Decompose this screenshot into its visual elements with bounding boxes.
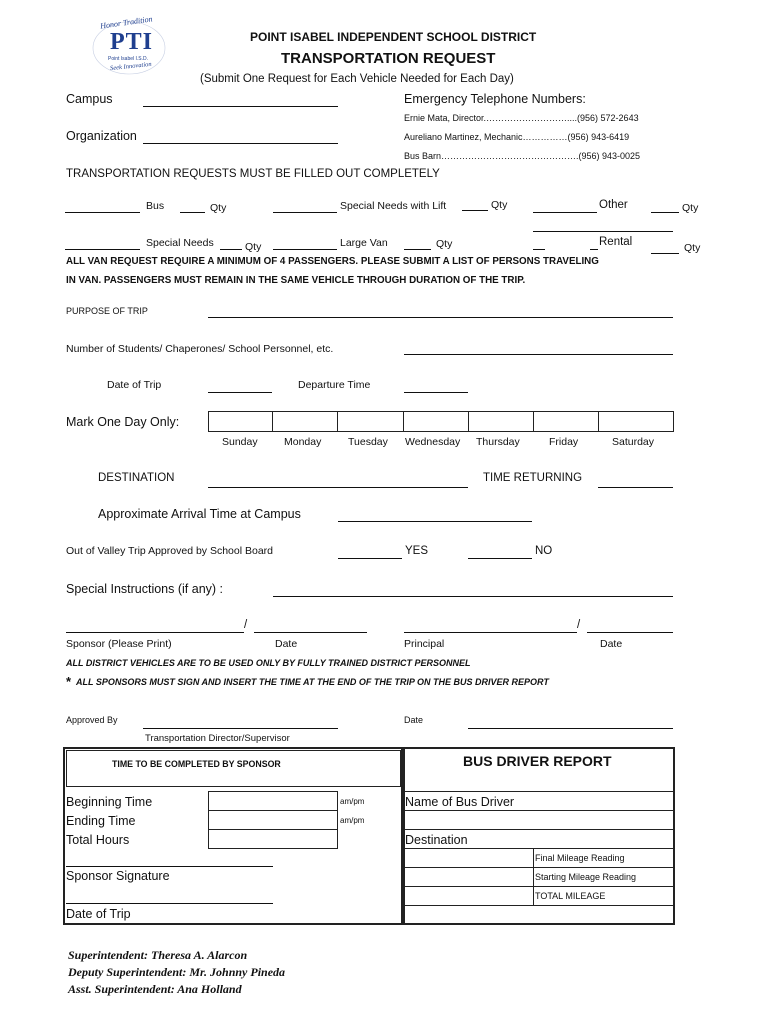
yes-field[interactable] xyxy=(338,558,402,559)
organization-field[interactable] xyxy=(143,143,338,144)
principal-field[interactable] xyxy=(404,632,577,633)
sponsor-date-field[interactable] xyxy=(254,632,367,633)
purpose-field[interactable] xyxy=(208,317,673,318)
total-mileage-field[interactable] xyxy=(403,886,534,906)
footer-deputy: Deputy Superintendent: Mr. Johnny Pineda xyxy=(68,965,286,979)
number-field[interactable] xyxy=(404,354,673,355)
number-label: Number of Students/ Chaperones/ School Personnel, etc. xyxy=(66,343,334,355)
principal-slash: / xyxy=(577,619,581,631)
out-of-valley-label: Out of Valley Trip Approved by School Board xyxy=(66,545,274,557)
bus-driver-title: BUS DRIVER REPORT xyxy=(463,753,612,769)
organization-label: Organization xyxy=(66,129,137,143)
large-van-label: Large Van xyxy=(340,237,388,249)
day-box-monday[interactable] xyxy=(272,411,338,432)
sponsor-signature-field[interactable] xyxy=(66,903,273,904)
van-notice-line2: IN VAN. PASSENGERS MUST REMAIN IN THE SAME VEHICLE THROUGH DURATION OF THE TRIP. xyxy=(66,275,526,286)
form-subtitle: (Submit One Request for Each Vehicle Needed for Each Day) xyxy=(200,73,514,85)
day-box-sunday[interactable] xyxy=(208,411,273,432)
total-hours-label: Total Hours xyxy=(66,833,130,847)
rental-check-b[interactable] xyxy=(590,249,598,250)
day-label-friday: Friday xyxy=(549,436,579,448)
contact-director: Ernie Mata, Director.………………………....(956) 572-2643 xyxy=(404,113,639,123)
principal-date-field[interactable] xyxy=(587,632,673,633)
total-hours-field[interactable] xyxy=(208,829,338,849)
approved-by-label: Approved By xyxy=(66,715,118,725)
day-box-tuesday[interactable] xyxy=(337,411,404,432)
rental-check-a[interactable] xyxy=(533,249,545,250)
special-instructions-field[interactable] xyxy=(273,596,673,597)
emergency-label: Emergency Telephone Numbers: xyxy=(404,92,586,106)
arrival-field[interactable] xyxy=(338,521,532,522)
starting-mileage-label: Starting Mileage Reading xyxy=(535,872,637,882)
warning-star: * xyxy=(66,674,72,689)
approval-date-label: Date xyxy=(404,715,424,725)
other-qty-field[interactable] xyxy=(651,212,679,213)
arrival-label: Approximate Arrival Time at Campus xyxy=(98,507,301,521)
ending-time-field[interactable] xyxy=(208,810,338,830)
special-needs-qty-field[interactable] xyxy=(220,249,242,250)
logo-initials: PTI xyxy=(110,29,154,55)
special-lift-qty-label: Qty xyxy=(491,199,508,211)
logo-sub: Point Isabel I.S.D. xyxy=(108,56,149,62)
contact-bus-barn: Bus Barn……………………………………….(956) 943-0025 xyxy=(404,151,641,161)
total-mileage-label: TOTAL MILEAGE xyxy=(535,891,606,901)
day-label-wednesday: Wednesday xyxy=(405,436,461,448)
departure-label: Departure Time xyxy=(298,379,371,391)
sponsor-date-of-trip-label: Date of Trip xyxy=(66,907,131,921)
large-van-qty-field[interactable] xyxy=(404,249,431,250)
mark-day-label: Mark One Day Only: xyxy=(66,415,180,429)
warning-trained-personnel: ALL DISTRICT VEHICLES ARE TO BE USED ONLY BY FULLY TRAINED DISTRICT PERSONNEL xyxy=(66,658,471,668)
other-check-field[interactable] xyxy=(533,212,597,213)
other-qty-label: Qty xyxy=(682,202,699,214)
day-box-friday[interactable] xyxy=(533,411,599,432)
footer-asst: Asst. Superintendent: Ana Holland xyxy=(68,982,242,996)
date-of-trip-label: Date of Trip xyxy=(107,379,162,391)
special-instructions-label: Special Instructions (if any) : xyxy=(66,582,224,596)
sponsor-box-title: TIME TO BE COMPLETED BY SPONSOR xyxy=(112,759,281,769)
day-box-saturday[interactable] xyxy=(598,411,674,432)
no-label: NO xyxy=(535,545,553,557)
special-lift-label: Special Needs with Lift xyxy=(340,200,447,212)
large-van-qty-label: Qty xyxy=(436,238,453,250)
departure-field[interactable] xyxy=(404,392,468,393)
special-needs-label: Special Needs xyxy=(146,237,214,249)
driver-name-field[interactable] xyxy=(403,810,675,830)
day-label-saturday: Saturday xyxy=(612,436,655,448)
bus-check-field[interactable] xyxy=(65,212,140,213)
other-description-field[interactable] xyxy=(533,231,673,232)
sponsor-slash: / xyxy=(244,619,248,631)
special-lift-check-field[interactable] xyxy=(273,212,337,213)
logo-arc-top: Honor Tradition xyxy=(99,14,154,31)
day-label-thursday: Thursday xyxy=(476,436,520,448)
bus-label: Bus xyxy=(146,200,165,212)
sponsor-signature-top-line xyxy=(66,866,273,867)
district-logo xyxy=(88,16,170,76)
beginning-time-label: Beginning Time xyxy=(66,795,153,809)
campus-label: Campus xyxy=(66,92,113,106)
warning-sponsor-sign: ALL SPONSORS MUST SIGN AND INSERT THE TIME AT THE END OF THE TRIP ON THE BUS DRIVER REPORT xyxy=(76,677,549,687)
rental-qty-field[interactable] xyxy=(651,253,679,254)
footer-superintendent: Superintendent: Theresa A. Alarcon xyxy=(68,948,248,962)
no-field[interactable] xyxy=(468,558,532,559)
final-mileage-label: Final Mileage Reading xyxy=(535,853,625,863)
ending-time-label: Ending Time xyxy=(66,814,136,828)
destination-field[interactable] xyxy=(208,487,468,488)
ending-ampm: am/pm xyxy=(340,816,365,825)
rental-qty-label: Qty xyxy=(684,242,701,254)
beginning-ampm: am/pm xyxy=(340,797,365,806)
district-name: POINT ISABEL INDEPENDENT SCHOOL DISTRICT xyxy=(250,30,537,44)
approval-role-label: Transportation Director/Supervisor xyxy=(145,733,290,744)
time-returning-field[interactable] xyxy=(598,487,673,488)
final-mileage-field[interactable] xyxy=(403,848,534,868)
large-van-check-field[interactable] xyxy=(273,249,337,250)
purpose-label: PURPOSE OF TRIP xyxy=(66,306,148,316)
day-box-thursday[interactable] xyxy=(468,411,534,432)
destination-label: DESTINATION xyxy=(98,472,175,484)
sponsor-print-field[interactable] xyxy=(66,632,244,633)
day-label-tuesday: Tuesday xyxy=(348,436,388,448)
day-label-monday: Monday xyxy=(284,436,322,448)
approval-date-field[interactable] xyxy=(468,728,673,729)
time-returning-label: TIME RETURNING xyxy=(483,472,583,484)
other-label: Other xyxy=(599,199,628,211)
completion-notice: TRANSPORTATION REQUESTS MUST BE FILLED OUT COMPLETELY xyxy=(66,168,440,180)
sponsor-label: Sponsor (Please Print) xyxy=(66,638,172,650)
bus-qty-label: Qty xyxy=(210,202,227,214)
date-of-trip-field[interactable] xyxy=(208,392,272,393)
driver-destination-label: Destination xyxy=(405,833,468,847)
yes-label: YES xyxy=(405,545,429,557)
contact-mechanic: Aureliano Martinez, Mechanic……………(956) 943-6419 xyxy=(404,132,630,142)
approved-by-field[interactable] xyxy=(143,728,338,729)
starting-mileage-field[interactable] xyxy=(403,867,534,887)
day-label-sunday: Sunday xyxy=(222,436,258,448)
campus-field[interactable] xyxy=(143,106,338,107)
principal-label: Principal xyxy=(404,638,445,650)
principal-date-label: Date xyxy=(600,638,623,650)
logo-arc-bottom: Seek Innovation xyxy=(109,60,152,73)
bus-qty-field[interactable] xyxy=(180,212,205,213)
driver-name-label: Name of Bus Driver xyxy=(405,795,515,809)
special-needs-qty-label: Qty xyxy=(245,241,262,253)
sponsor-signature-label: Sponsor Signature xyxy=(66,869,170,883)
form-title: TRANSPORTATION REQUEST xyxy=(281,50,496,67)
special-lift-qty-field[interactable] xyxy=(462,210,488,211)
beginning-time-field[interactable] xyxy=(208,791,338,811)
special-needs-check-field[interactable] xyxy=(65,249,140,250)
rental-label: Rental xyxy=(599,236,633,248)
day-box-wednesday[interactable] xyxy=(403,411,469,432)
van-notice-line1: ALL VAN REQUEST REQUIRE A MINIMUM OF 4 PASSENGERS. PLEASE SUBMIT A LIST OF PERSONS TRAVELING xyxy=(66,256,599,267)
sponsor-date-label: Date xyxy=(275,638,298,650)
